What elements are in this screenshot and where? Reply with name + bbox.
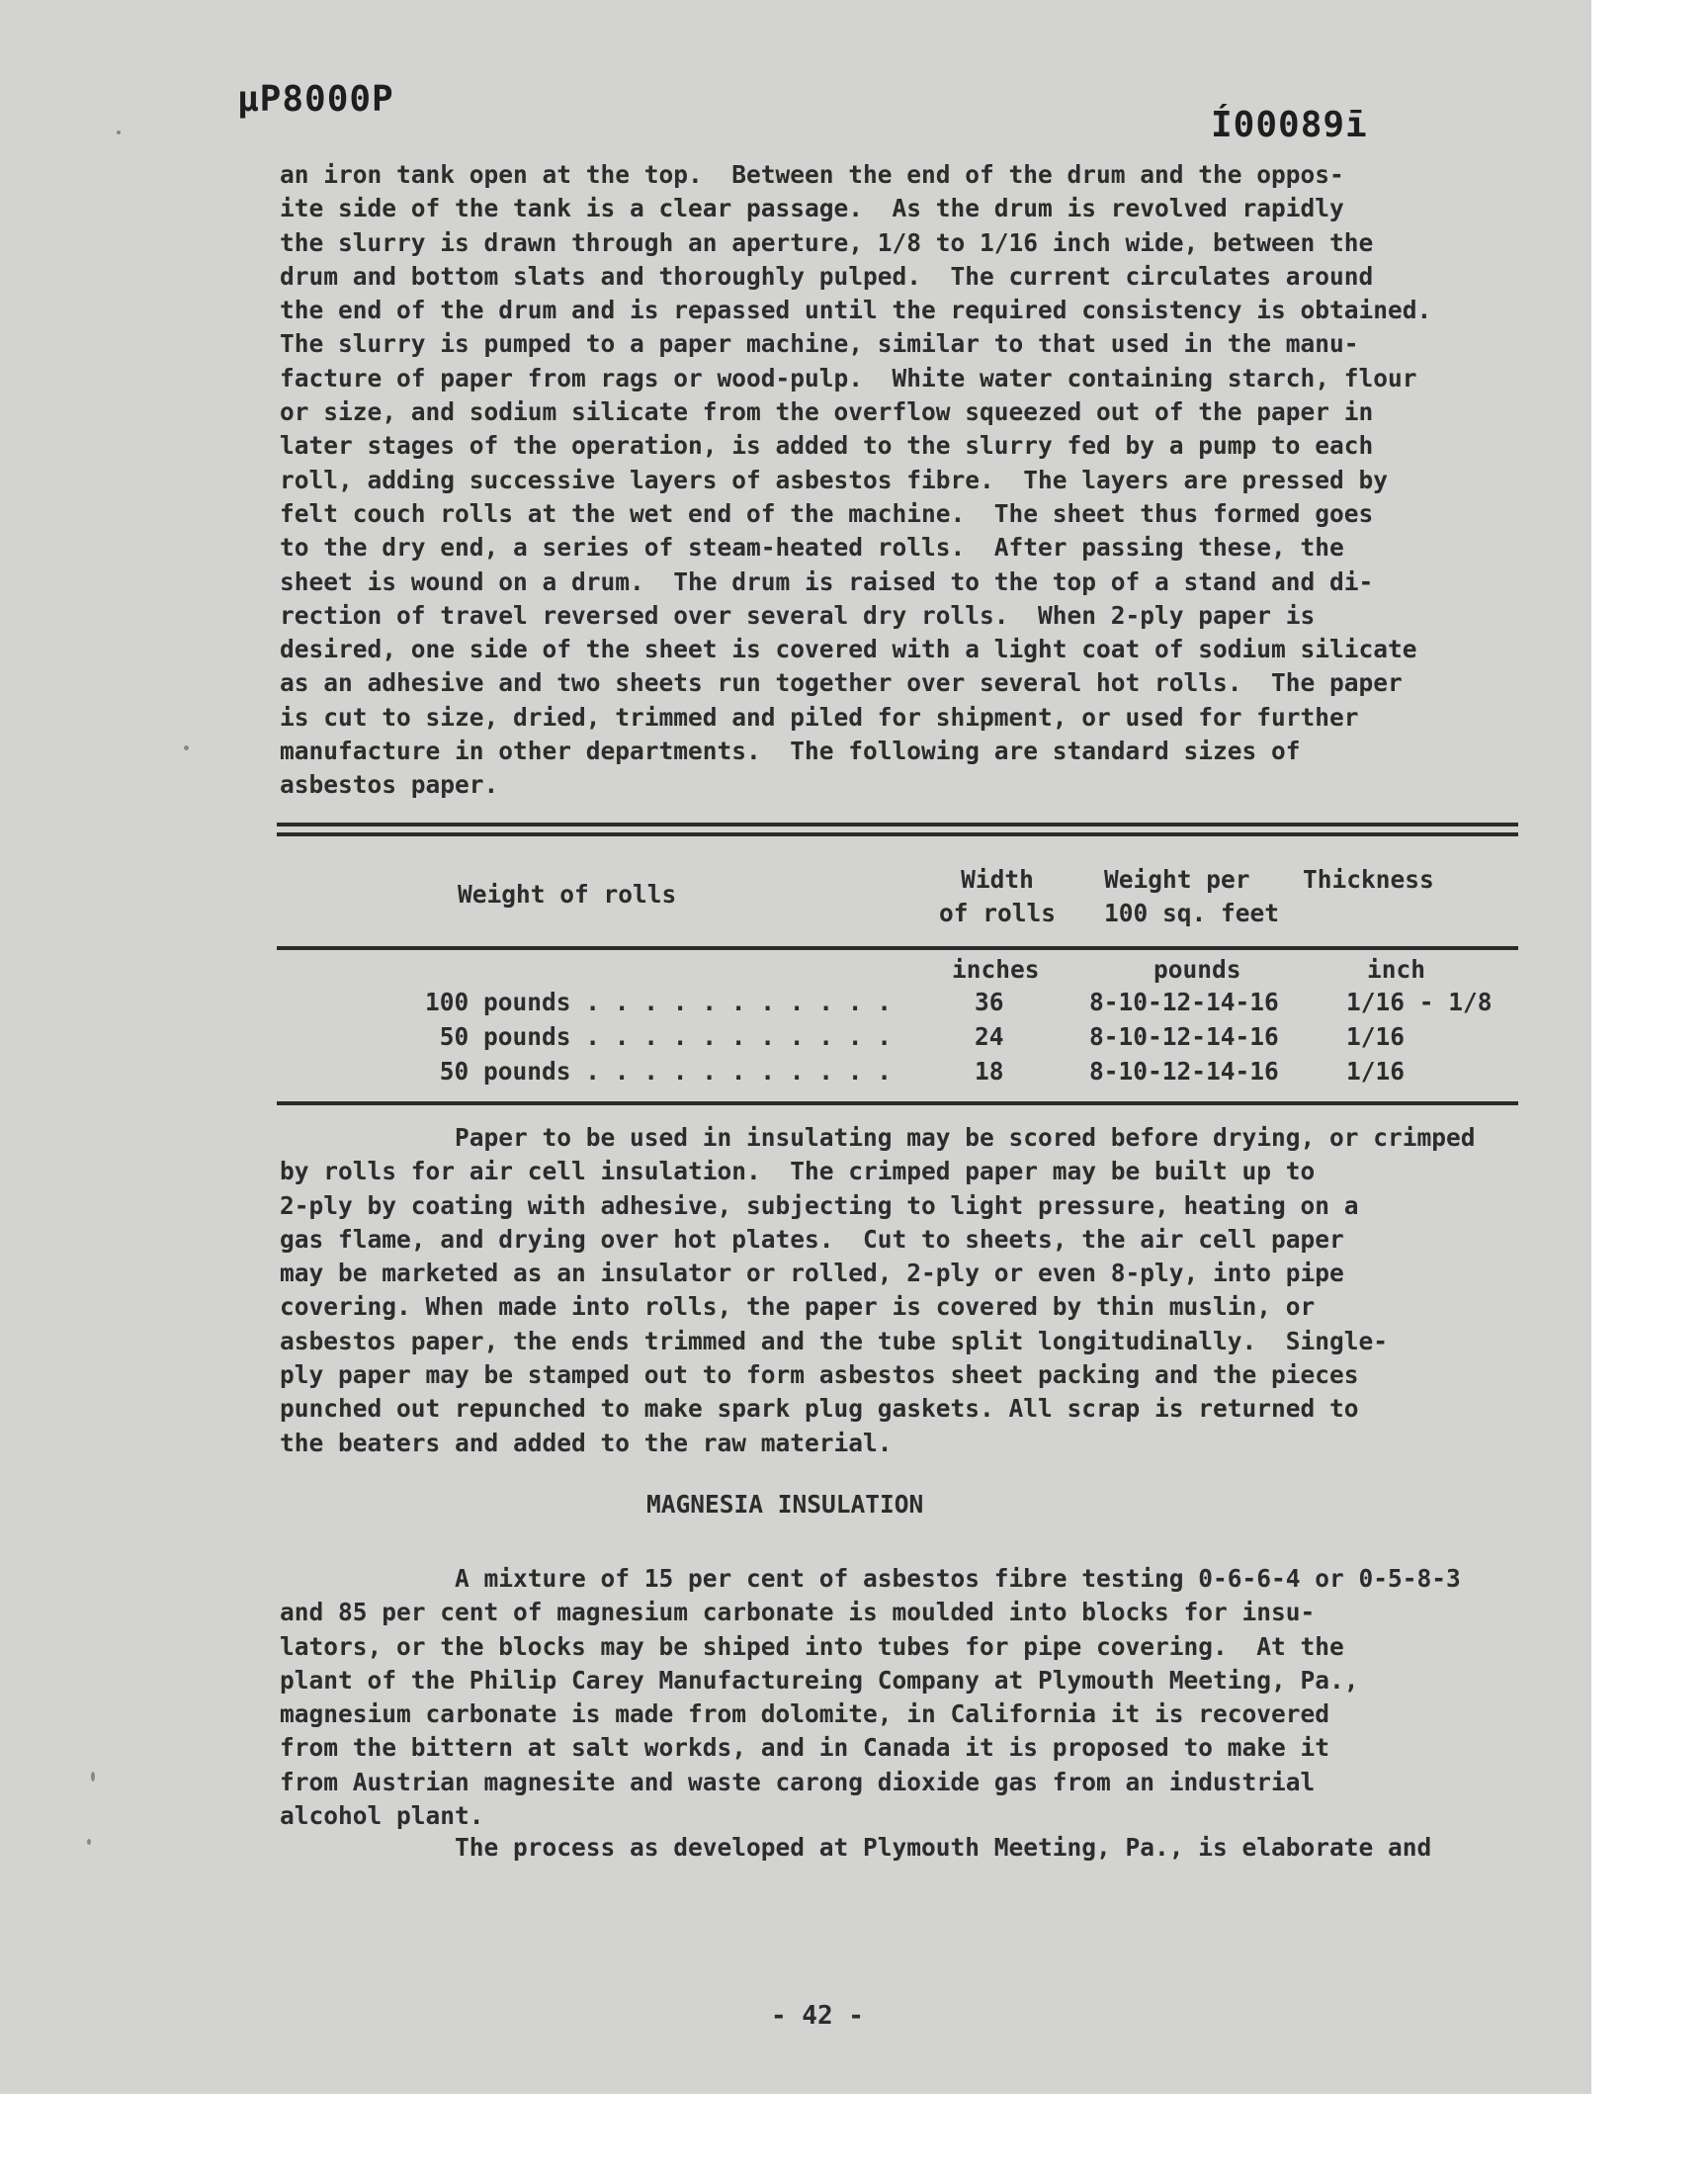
table-header-weight: Weight of rolls xyxy=(458,880,677,909)
table-unit-width: inches xyxy=(952,955,1040,984)
table-unit-weight: pounds xyxy=(1153,955,1241,984)
paragraph-magnesia-mixture: A mixture of 15 per cent of asbestos fibre testing 0-6-6-4 or 0-5-8-3 and 85 per cent of magnesium carbonate is moulded into blocks for insu- lators, or the blocks may be shiped into tubes for pipe covering. At the plant of the Philip Carey Manufactureing Company at Plymouth Meeting, Pa., magnesium carbonate is made from dolomite, in California it is recovered from the bittern at salt workds, and in Canada it is proposed to make it from Austrian magnesite and waste carong dioxide gas from an industrial alcohol plant. xyxy=(280,1564,1461,1831)
table-row-thickness: 1/16 - 1/8 xyxy=(1346,988,1493,1016)
document-stamp-right: Í00089ī xyxy=(1211,105,1368,145)
table-header-weight-per: Weight per 100 sq. feet xyxy=(1104,865,1280,927)
table-header-rule xyxy=(277,946,1518,950)
section-heading: MAGNESIA INSULATION xyxy=(646,1490,924,1519)
scan-speck xyxy=(87,1839,91,1845)
scan-speck xyxy=(117,130,121,134)
table-row-label: 100 pounds . . . . . . . . . . . xyxy=(425,988,893,1016)
page-number: - 42 - xyxy=(771,2001,864,2031)
table-row-label: 50 pounds . . . . . . . . . . . xyxy=(425,1057,893,1086)
table-header-width: Width of rolls xyxy=(939,865,1057,927)
table-header-thickness: Thickness xyxy=(1303,865,1434,894)
table-top-rule xyxy=(277,823,1518,826)
table-row-weight: 8-10-12-14-16 xyxy=(1089,988,1279,1016)
table-unit-thickness: inch xyxy=(1367,955,1426,984)
table-top-rule-double xyxy=(277,832,1518,836)
table-row-thickness: 1/16 xyxy=(1346,1057,1406,1086)
table-bottom-rule xyxy=(277,1101,1518,1105)
table-row-weight: 8-10-12-14-16 xyxy=(1089,1057,1279,1086)
table-row-weight: 8-10-12-14-16 xyxy=(1089,1022,1279,1051)
scan-speck xyxy=(184,745,189,750)
table-row-thickness: 1/16 xyxy=(1346,1022,1406,1051)
table-row-width: 24 xyxy=(975,1022,1004,1051)
paragraph-paper-process: an iron tank open at the top. Between the end of the drum and the oppos- ite side of the tank is a clear passage. As the drum is revolved rapidly the slurry is drawn through an aperture, 1/8 to 1/16 inch wide, between the drum and bottom slats and thoroughly pulped. The current circulates around the end of the drum and is repassed until the required consistency is obtained. The slurry is pumped to a paper machine, similar to that used in the manu- facture of paper from rags or wood-pulp. White water containing starch, flour or size, and sodium silicate from the overflow squeezed out of the paper in later stages of the operation, is added to the slurry fed by a pump to each roll, adding successive layers of asbestos fibre. The layers are pressed by felt couch rolls at the wet end of the machine. The sheet thus formed goes to the dry end, a series of steam-heated rolls. After passing these, the sheet is wound on a drum. The drum is raised to the top of a stand and di- rection of travel reversed over several dry rolls. When 2-ply paper is desired, one side of the sheet is covered with a light coat of sodium silicate as an adhesive and two sheets run together over several hot rolls. The paper is cut to size, dried, trimmed and piled for shipment, or used for further manufacture in other departments. The following are standard sizes of asbestos paper. xyxy=(280,160,1432,800)
paragraph-process: The process as developed at Plymouth Meeting, Pa., is elaborate and xyxy=(280,1833,1432,1862)
paragraph-insulating-paper: Paper to be used in insulating may be scored before drying, or crimped by rolls for air cell insulation. The crimped paper may be built up to 2-ply by coating with adhesive, subjecting to light pressure, heating on a gas flame, and drying over hot plates. Cut to sheets, the air cell paper may be marketed as an insulator or rolled, 2-ply or even 8-ply, into pipe covering. When made into rolls, the paper is covered by thin muslin, or asbestos paper, the ends trimmed and the tube split longitudinally. Single- ply paper may be stamped out to form asbestos sheet packing and the pieces punched out repunched to make spark plug gaskets. All scrap is returned to the beaters and added to the raw material. xyxy=(280,1123,1476,1457)
table-row-width: 36 xyxy=(975,988,1004,1016)
table-row-width: 18 xyxy=(975,1057,1004,1086)
table-row-label: 50 pounds . . . . . . . . . . . xyxy=(425,1022,893,1051)
scan-speck xyxy=(91,1772,95,1782)
document-stamp-left: µP8000P xyxy=(237,79,394,120)
